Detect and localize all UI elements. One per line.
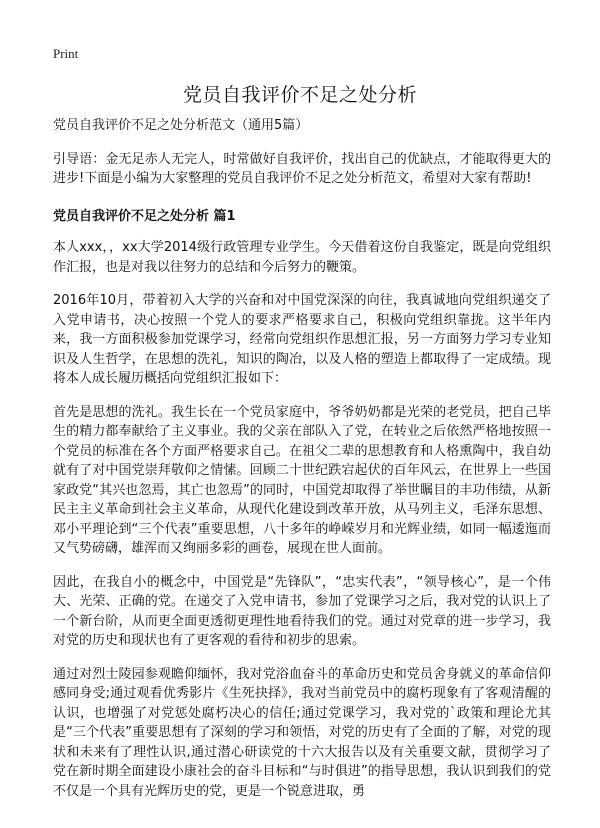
intro-paragraph: 引导语：金无足赤人无完人，时常做好自我评价，找出自己的优缺点，才能取得更大的进步!下面是小编为大家整理的党员自我评价不足之处分析范文，希望对大家有帮助! (53, 151, 551, 186)
section-heading: 党员自我评价不足之处分析 篇1 (53, 208, 236, 224)
body-paragraph-4: 因此，在我自小的概念中，中国党是“先锋队”，“忠实代表”，“领导核心”，是一个伟大、光荣、正确的党。在递交了入党申请书，参加了党课学习之后，我对党的认识上了一个新台阶，从而更全面更透彻更理性地看待我们的党。通过对党章的进一步学习，我对党的历史和现状也有了更客观的看待和初步的思索。 (53, 574, 551, 648)
document-title: 党员自我评价不足之处分析 (182, 84, 417, 106)
body-paragraph-5: 通过对烈士陵园参观瞻仰缅怀，我对党浴血奋斗的革命历史和党员舍身就义的革命信仰感同身受;通过观看优秀影片《生死抉择》，我对当前党员中的腐朽现象有了客观清醒的认识，也增强了对党惩处腐朽决心的信任;通过党课学习，我对党的`政策和理论尤其是“三个代表”重要思想有了深刻的学习和领悟，对党的历史有了全面的了解，对党的现状和未来有了理性认识,通过潜心研读党的十六大报告以及有关重要文献，贯彻学习了党在新时期全面建设小康社会的奋斗目标和“与时俱进”的指导思想，我认识到我们的党不仅是一个具有光辉历史的党，更是一个锐意进取，勇 (53, 666, 551, 799)
document-subtitle: 党员自我评价不足之处分析范文（通用5篇） (53, 118, 309, 133)
document-body (53, 116, 551, 815)
body-paragraph-1: 本人xxx，，xx大学2014级行政管理专业学生。今天借着这份自我鉴定，既是向党组织作汇报，也是对我以往努力的总结和今后努力的鞭策。 (53, 240, 551, 275)
body-paragraph-3: 首先是思想的洗礼。我生长在一个党员家庭中，爷爷奶奶都是光荣的老党员，把自己毕生的精力都奉献给了主义事业。我的父亲在部队入了党，在转业之后依然严格地按照一个党员的标准在各个方面严格要求自己。在祖父二辈的思想教育和人格熏陶中，我自幼就有了对中国党崇拜敬仰之情愫。回顾二十世纪跌宕起伏的百年风云，在世界上一些国家政党“其兴也忽焉，其亡也忽焉”的同时，中国党却取得了举世瞩目的丰功伟绩，从新民主主义革命到社会主义革命，从现代化建设到改革开放，从马列主义，毛泽东思想、邓小平理论到“三个代表”重要思想，八十多年的峥嵘岁月和光辉业绩，如同一幅逶迤而又气势磅礴，雄浑而又绚丽多彩的画卷，展现在世人面前。 (53, 404, 551, 556)
body-paragraph-2: 2016年10月，带着初入大学的兴奋和对中国党深深的向往，我真诚地向党组织递交了入党申请书，决心按照一个党人的要求严格要求自己，积极向党组织靠拢。这半年内来，我一方面积极参加党课学习，经常向党组织作思想汇报，另一方面努力学习专业知识及人生哲学，在思想的洗礼，知识的陶冶，以及人格的塑造上都取得了一定成绩。现将本人成长履历概括向党组织汇报如下： (53, 293, 551, 386)
print-link[interactable]: Print (53, 46, 79, 61)
